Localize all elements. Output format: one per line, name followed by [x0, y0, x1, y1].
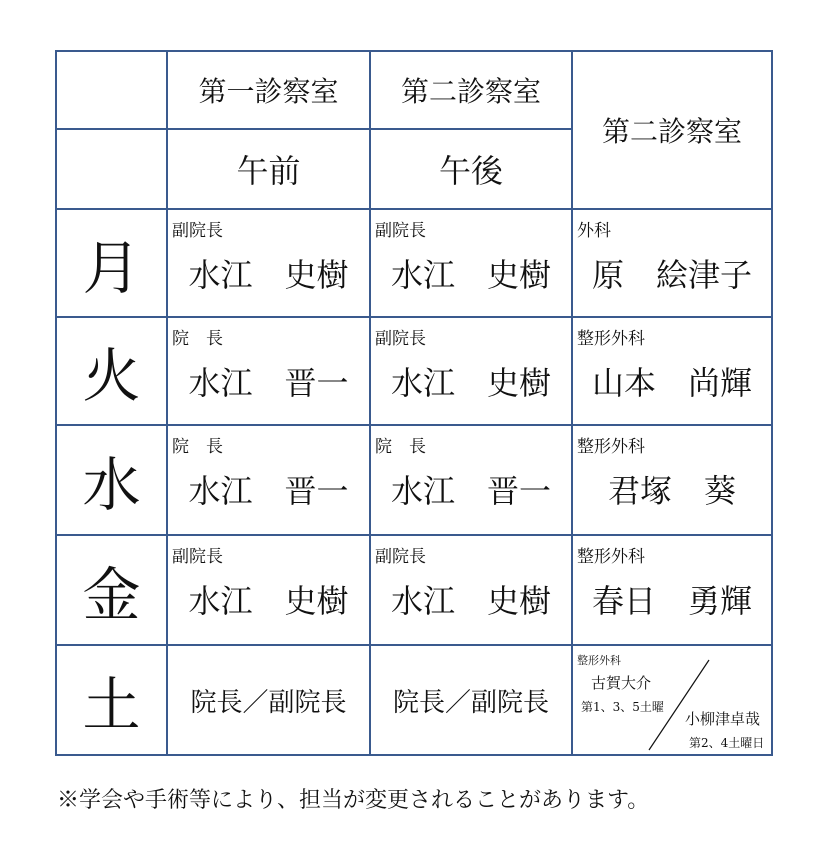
mon-room3-role: 外科: [577, 221, 611, 241]
tue-room3-role: 整形外科: [577, 329, 645, 349]
sat-room3-dept: 整形外科: [577, 654, 621, 667]
header-room1: 第一診察室: [166, 50, 371, 130]
wed-room3-name: 君塚 葵: [607, 472, 736, 510]
day-friday: 金: [55, 534, 168, 646]
tue-pm-role: 副院長: [375, 329, 426, 349]
wed-am-cell: [166, 424, 371, 536]
sat-doctor2: 小柳津卓哉: [685, 710, 761, 728]
mon-am-role: 副院長: [172, 221, 223, 241]
mon-pm-role: 副院長: [375, 221, 426, 241]
sat-schedule1: 第1、3、5土曜: [581, 700, 664, 714]
tue-pm-name: 水江 史樹: [390, 364, 551, 402]
wed-room3-role: 整形外科: [577, 437, 645, 457]
mon-pm-name: 水江 史樹: [390, 256, 551, 294]
wed-am-name: 水江 晋一: [188, 472, 349, 510]
mon-room3-cell: [571, 208, 773, 318]
fri-room3-role: 整形外科: [577, 547, 645, 567]
fri-pm-name: 水江 史樹: [390, 582, 551, 620]
tue-room3-name: 山本 尚輝: [591, 364, 752, 402]
fri-pm-cell: [369, 534, 573, 646]
header-room3: 第二診察室: [571, 50, 773, 210]
fri-am-name: 水江 史樹: [188, 582, 349, 620]
wed-room3-cell: [571, 424, 773, 536]
sat-schedule2: 第2、4土曜日: [689, 736, 765, 750]
fri-room3-name: 春日 勇輝: [591, 582, 752, 620]
header-am: 午前: [166, 128, 371, 210]
tue-room3-cell: [571, 316, 773, 426]
fri-pm-role: 副院長: [375, 547, 426, 567]
wed-pm-role: 院 長: [375, 437, 426, 457]
sat-doctor1: 古賀大介: [591, 674, 652, 692]
wed-am-role: 院 長: [172, 437, 223, 457]
footnote: ※学会や手術等により、担当が変更されることがあります。: [57, 788, 650, 813]
tue-am-name: 水江 晋一: [188, 364, 349, 402]
mon-am-cell: [166, 208, 371, 318]
sat-pm-cell: 院長／副院長: [369, 644, 573, 756]
mon-room3-name: 原 絵津子: [591, 256, 752, 294]
day-wednesday: 水: [55, 424, 168, 536]
day-saturday: 土: [55, 644, 168, 756]
header-room2: 第二診察室: [369, 50, 573, 130]
wed-pm-cell: [369, 424, 573, 536]
mon-pm-cell: [369, 208, 573, 318]
corner-cell: [55, 50, 168, 130]
tue-am-role: 院 長: [172, 329, 223, 349]
schedule-table: [55, 50, 773, 756]
corner-cell-2: [55, 128, 168, 210]
wed-pm-name: 水江 晋一: [390, 472, 551, 510]
tue-pm-cell: [369, 316, 573, 426]
header-pm: 午後: [369, 128, 573, 210]
fri-room3-cell: [571, 534, 773, 646]
day-tuesday: 火: [55, 316, 168, 426]
mon-am-name: 水江 史樹: [188, 256, 349, 294]
fri-am-role: 副院長: [172, 547, 223, 567]
tue-am-cell: [166, 316, 371, 426]
sat-am-cell: 院長／副院長: [166, 644, 371, 756]
fri-am-cell: [166, 534, 371, 646]
day-monday: 月: [55, 208, 168, 318]
sat-room3-cell: [571, 644, 773, 756]
